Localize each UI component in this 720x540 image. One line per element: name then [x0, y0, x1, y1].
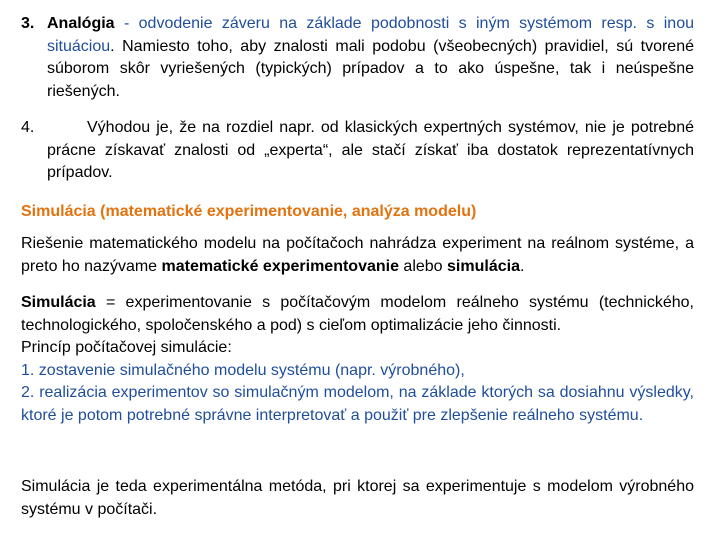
- dash: -: [114, 15, 139, 32]
- para1-end: .: [519, 257, 525, 275]
- list-number: 4.: [21, 119, 35, 136]
- section-heading: Simulácia (matematické experimentovanie, analýza modelu): [21, 203, 477, 220]
- para2-text: = experimentovanie s počítačovým modelom reálneho systému (technického, technologického, spoločenského a pod) s cieľom optimalizácie jeho činnosti.: [21, 294, 694, 334]
- item4-text: Výhodou je, že na rozdiel napr. od klasických expertných systémov, nie je potrebné prácne získavať znalosti od „experta“, ale stačí získať iba dostatok reprezentatívnych prípadov.: [47, 119, 694, 181]
- list-number: 3.: [21, 15, 35, 32]
- analogia-rest: . Namiesto toho, aby znalosti mali podobu (všeobecných) pravidiel, sú tvorené súborom skôr vyriešených (typických) prípadov a to ako úspešne, tak i neúspešne riešených.: [47, 37, 694, 100]
- term-math-experiment: matematické experimentovanie: [161, 257, 399, 275]
- principle-label: Princíp počítačovej simulácie:: [21, 339, 232, 356]
- list-item-3: [21, 13, 694, 103]
- analogia-definition: odvodenie záveru na základe podobnosti s iným systémom resp. s inou situáciou: [47, 15, 694, 55]
- paragraph-simulation-intro: [21, 233, 694, 278]
- principle-step-2: 2. realizácia experimentov so simulačným modelom, na základe ktorých sa dosiahnu výsledky, ktoré je potom potrebné správne interpretovať a použiť pre zlepšenie reálneho systému.: [21, 384, 694, 424]
- principle-step-1: 1. zostavenie simulačného modelu systému (napr. výrobného),: [21, 361, 465, 379]
- term-simulacia: Simulácia: [21, 294, 96, 311]
- para3-text: Simulácia je teda experimentálna metóda, pri ktorej sa experimentuje s modelom výrobného systému v počítači.: [21, 478, 694, 518]
- paragraph-conclusion: [21, 476, 694, 521]
- para1-mid: alebo: [398, 257, 448, 275]
- term-analogia: Analógia: [47, 15, 115, 32]
- paragraph-simulation-definition: [21, 292, 694, 427]
- list-item-text: [47, 13, 694, 103]
- term-simulation: simulácia: [447, 257, 520, 275]
- list-item-4: [21, 117, 694, 185]
- list-item-text: [47, 117, 694, 185]
- para1-text: Riešenie matematického modelu na počítačoch nahrádza experiment na reálnom systéme, a preto ho nazývame: [21, 235, 694, 275]
